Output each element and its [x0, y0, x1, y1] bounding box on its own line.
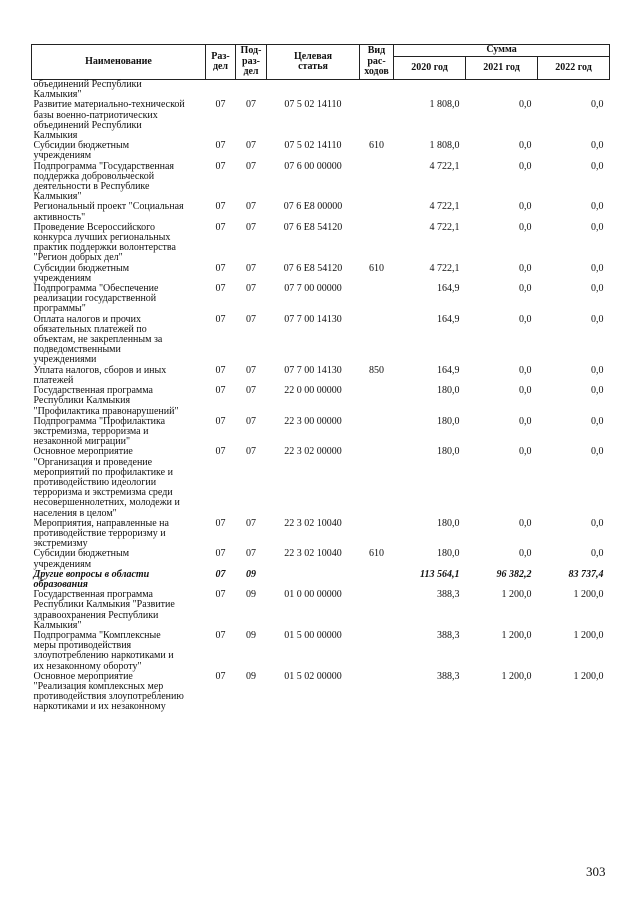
- cell-y2021: 0,0: [519, 160, 532, 172]
- cell-y2022: 0,0: [591, 99, 604, 111]
- cell-y2020: 180,0: [437, 548, 460, 560]
- table-row: [32, 141, 610, 161]
- cell-celevaya: 22 3 02 00000: [284, 446, 342, 458]
- cell-y2021: 96 382,2: [496, 568, 532, 580]
- cell-y2021: 0,0: [519, 201, 532, 213]
- cell-y2020: 4 722,1: [429, 201, 460, 213]
- cell-y2021: 0,0: [519, 415, 532, 427]
- cell-vid: 610: [369, 140, 384, 152]
- budget-table: [31, 44, 610, 713]
- table-row: [32, 202, 610, 222]
- cell-name: объединений Республики Калмыкия": [33, 79, 142, 101]
- cell-y2021: 1 200,0: [501, 629, 532, 641]
- cell-y2022: 0,0: [591, 517, 604, 529]
- cell-y2022: 1 200,0: [573, 589, 604, 601]
- cell-podrazdel: 07: [246, 415, 256, 427]
- table-row: [32, 223, 610, 264]
- table-row: [32, 570, 610, 590]
- cell-y2021: 0,0: [519, 548, 532, 560]
- cell-name: Подпрограмма "Комплексные меры противодействия злоупотреблению наркотиками и их незаконному обороту": [33, 629, 174, 672]
- header-podrazdel: Под- раз- дел: [236, 45, 267, 80]
- header-2022: 2022 год: [538, 57, 610, 80]
- cell-name: Государственная программа Республики Калмыкия "Профилактика правонарушений": [33, 385, 179, 417]
- cell-celevaya: 22 3 00 00000: [284, 415, 342, 427]
- header-summa: Сумма: [394, 45, 610, 57]
- cell-podrazdel: 07: [246, 517, 256, 529]
- cell-y2021: 0,0: [519, 385, 532, 397]
- cell-y2022: 1 200,0: [573, 670, 604, 682]
- cell-razdel: [206, 80, 236, 101]
- cell-name: Подпрограмма "Обеспечение реализации государственной программы": [33, 283, 159, 315]
- cell-razdel: 07: [215, 548, 226, 560]
- cell-name: Субсидии бюджетным учреждениям: [33, 548, 130, 570]
- cell-name: Уплата налогов, сборов и иных платежей: [33, 364, 167, 386]
- cell-razdel: 07: [215, 629, 226, 641]
- cell-podrazdel: 07: [246, 283, 256, 295]
- cell-podrazdel: 09: [246, 629, 256, 641]
- cell-y2020: 164,9: [437, 283, 460, 295]
- cell-y2021: 1 200,0: [501, 670, 532, 682]
- cell-y2020: 180,0: [437, 517, 460, 529]
- cell-podrazdel: 07: [246, 221, 256, 233]
- cell-y2021: 0,0: [519, 283, 532, 295]
- cell-vid: 850: [369, 364, 384, 376]
- cell-name: Субсидии бюджетным учреждениям: [33, 140, 130, 162]
- cell-celevaya: 01 5 00 00000: [284, 629, 342, 641]
- cell-y2022: 0,0: [591, 201, 604, 213]
- cell-vid: 610: [369, 548, 384, 560]
- cell-celevaya: 22 3 02 10040: [284, 548, 342, 560]
- cell-podrazdel: 09: [246, 589, 256, 601]
- cell-celevaya: 01 0 00 00000: [284, 589, 342, 601]
- cell-y2020: 388,3: [437, 629, 460, 641]
- table-row: [32, 447, 610, 518]
- cell-podrazdel: 07: [246, 548, 256, 560]
- cell-vid: [360, 223, 394, 264]
- cell-y2021: 1 200,0: [501, 589, 532, 601]
- cell-y2022: 0,0: [591, 313, 604, 325]
- cell-name: Проведение Всероссийского конкурса лучших региональных практик поддержки волонтерства "Регион добрых дел": [33, 221, 176, 264]
- cell-vid: [360, 202, 394, 222]
- cell-y2022: 0,0: [591, 160, 604, 172]
- cell-celevaya: 07 7 00 14130: [284, 313, 342, 325]
- cell-celevaya: [267, 570, 360, 590]
- cell-podrazdel: [236, 80, 267, 101]
- cell-celevaya: 07 7 00 00000: [284, 283, 342, 295]
- cell-celevaya: [267, 80, 360, 101]
- cell-name: Субсидии бюджетным учреждениям: [33, 262, 130, 284]
- cell-y2022: 1 200,0: [573, 629, 604, 641]
- cell-y2022: 0,0: [591, 283, 604, 295]
- cell-vid: [360, 80, 394, 101]
- cell-vid: [360, 631, 394, 672]
- cell-celevaya: 07 6 00 00000: [284, 160, 342, 172]
- cell-razdel: 07: [215, 670, 226, 682]
- cell-razdel: 07: [215, 201, 226, 213]
- table-row: [32, 672, 610, 713]
- cell-vid: [360, 162, 394, 203]
- cell-y2021: 0,0: [519, 313, 532, 325]
- table-row: [32, 162, 610, 203]
- cell-name: Основное мероприятие "Организация и проведение мероприятий по профилактике и противодействию идеологии терроризма и экстремизма среди несовершеннолетних, молодежи и населения в целом": [33, 446, 180, 519]
- cell-podrazdel: 07: [246, 99, 256, 111]
- cell-celevaya: 01 5 02 00000: [284, 670, 342, 682]
- cell-y2022: 0,0: [591, 221, 604, 233]
- header-celevaya: Целевая статья: [267, 45, 360, 80]
- cell-vid: [360, 447, 394, 518]
- table-row: [32, 100, 610, 141]
- cell-celevaya: 07 5 02 14110: [284, 99, 342, 111]
- cell-razdel: 07: [215, 446, 226, 458]
- cell-podrazdel: 07: [246, 385, 256, 397]
- cell-y2020: 180,0: [437, 446, 460, 458]
- cell-podrazdel: 09: [246, 568, 256, 580]
- cell-podrazdel: 07: [246, 160, 256, 172]
- table-row: [32, 284, 610, 315]
- cell-razdel: 07: [215, 385, 226, 397]
- cell-vid: [360, 284, 394, 315]
- cell-razdel: 07: [215, 568, 226, 580]
- cell-celevaya: 07 6 E8 54120: [283, 262, 343, 274]
- cell-y2020: 4 722,1: [429, 262, 460, 274]
- cell-y2022: 0,0: [591, 385, 604, 397]
- cell-razdel: 07: [215, 283, 226, 295]
- cell-podrazdel: 07: [246, 446, 256, 458]
- cell-vid: [360, 100, 394, 141]
- cell-podrazdel: 07: [246, 140, 256, 152]
- cell-y2020: 388,3: [437, 670, 460, 682]
- cell-razdel: 07: [215, 589, 226, 601]
- cell-y2021: 0,0: [519, 262, 532, 274]
- page-number: 303: [586, 864, 606, 879]
- cell-y2022: 83 737,4: [568, 568, 604, 580]
- header-vid: Вид рас- ходов: [360, 45, 394, 80]
- cell-y2022: 0,0: [591, 262, 604, 274]
- cell-y2020: 4 722,1: [429, 221, 460, 233]
- cell-podrazdel: 07: [246, 262, 256, 274]
- table-row: [32, 386, 610, 417]
- cell-celevaya: 07 5 02 14110: [284, 140, 342, 152]
- cell-razdel: 07: [215, 140, 226, 152]
- cell-name: Подпрограмма "Государственная поддержка добровольческой деятельности в Республике Калмыкия": [33, 160, 175, 203]
- header-2020: 2020 год: [394, 57, 466, 80]
- table-body: [32, 80, 610, 713]
- cell-podrazdel: 09: [246, 670, 256, 682]
- cell-razdel: 07: [215, 517, 226, 529]
- cell-razdel: 07: [215, 262, 226, 274]
- cell-y2020: 1 808,0: [429, 140, 460, 152]
- table-row: [32, 315, 610, 366]
- table-row: [32, 366, 610, 386]
- cell-podrazdel: 07: [246, 313, 256, 325]
- table-row: [32, 549, 610, 569]
- cell-y2020: 113 564,1: [420, 568, 460, 580]
- cell-name: Развитие материально-технической базы военно-патриотических объединений Республики Калмыкия: [33, 99, 185, 142]
- cell-vid: [360, 386, 394, 417]
- cell-y2022: [538, 80, 610, 101]
- cell-name: Основное мероприятие "Реализация комплексных мер противодействия злоупотреблению наркотиками и их незаконному: [33, 670, 184, 713]
- cell-y2021: 0,0: [519, 364, 532, 376]
- table-row: [32, 80, 610, 101]
- header-name: Наименование: [32, 45, 206, 80]
- cell-y2020: [394, 80, 466, 101]
- cell-razdel: 07: [215, 221, 226, 233]
- cell-name: Оплата налогов и прочих обязательных платежей по объектам, не закрепленным за подведомственными учреждениями: [33, 313, 163, 366]
- cell-vid: [360, 672, 394, 713]
- cell-y2021: 0,0: [519, 517, 532, 529]
- cell-y2021: 0,0: [519, 99, 532, 111]
- cell-razdel: 07: [215, 160, 226, 172]
- cell-celevaya: 07 7 00 14130: [284, 364, 342, 376]
- cell-y2020: 180,0: [437, 385, 460, 397]
- cell-y2020: 388,3: [437, 589, 460, 601]
- cell-name: Региональный проект "Социальная активность": [33, 201, 184, 223]
- table-row: [32, 417, 610, 448]
- cell-y2022: 0,0: [591, 415, 604, 427]
- cell-name: Мероприятия, направленные на противодействие терроризму и экстремизму: [33, 517, 169, 550]
- cell-razdel: 07: [215, 313, 226, 325]
- cell-name: Государственная программа Республики Калмыкия "Развитие здравоохранения Республики Калмыкия": [33, 589, 175, 631]
- cell-y2022: 0,0: [591, 140, 604, 152]
- table-row: [32, 631, 610, 672]
- table-row: [32, 590, 610, 631]
- cell-y2021: 0,0: [519, 446, 532, 458]
- cell-celevaya: 22 0 00 00000: [284, 385, 342, 397]
- cell-y2020: 1 808,0: [429, 99, 460, 111]
- cell-y2022: 0,0: [591, 364, 604, 376]
- cell-y2020: 180,0: [437, 415, 460, 427]
- cell-vid: 610: [369, 262, 384, 274]
- cell-razdel: 07: [215, 99, 226, 111]
- cell-y2021: [466, 80, 538, 101]
- header-razdel: Раз- дел: [206, 45, 236, 80]
- cell-celevaya: 07 6 E8 00000: [283, 201, 343, 213]
- cell-vid: [360, 519, 394, 550]
- table-row: [32, 264, 610, 284]
- header-2021: 2021 год: [466, 57, 538, 80]
- cell-y2021: 0,0: [519, 221, 532, 233]
- cell-y2022: 0,0: [591, 446, 604, 458]
- cell-y2020: 164,9: [437, 313, 460, 325]
- cell-y2021: 0,0: [519, 140, 532, 152]
- cell-razdel: 07: [215, 364, 226, 376]
- cell-vid: [360, 570, 394, 590]
- cell-y2022: 0,0: [591, 548, 604, 560]
- cell-vid: [360, 315, 394, 366]
- table-header: [32, 45, 610, 80]
- cell-podrazdel: 07: [246, 364, 256, 376]
- cell-y2020: 164,9: [437, 364, 460, 376]
- cell-podrazdel: 07: [246, 201, 256, 213]
- cell-vid: [360, 417, 394, 448]
- cell-razdel: 07: [215, 415, 226, 427]
- cell-y2020: 4 722,1: [429, 160, 460, 172]
- cell-celevaya: 07 6 E8 54120: [283, 221, 343, 233]
- cell-vid: [360, 590, 394, 631]
- table-row: [32, 519, 610, 550]
- cell-celevaya: 22 3 02 10040: [284, 517, 342, 529]
- cell-name: Другие вопросы в области образования: [33, 568, 150, 590]
- cell-name: Подпрограмма "Профилактика экстремизма, терроризма и незаконной миграции": [33, 415, 166, 448]
